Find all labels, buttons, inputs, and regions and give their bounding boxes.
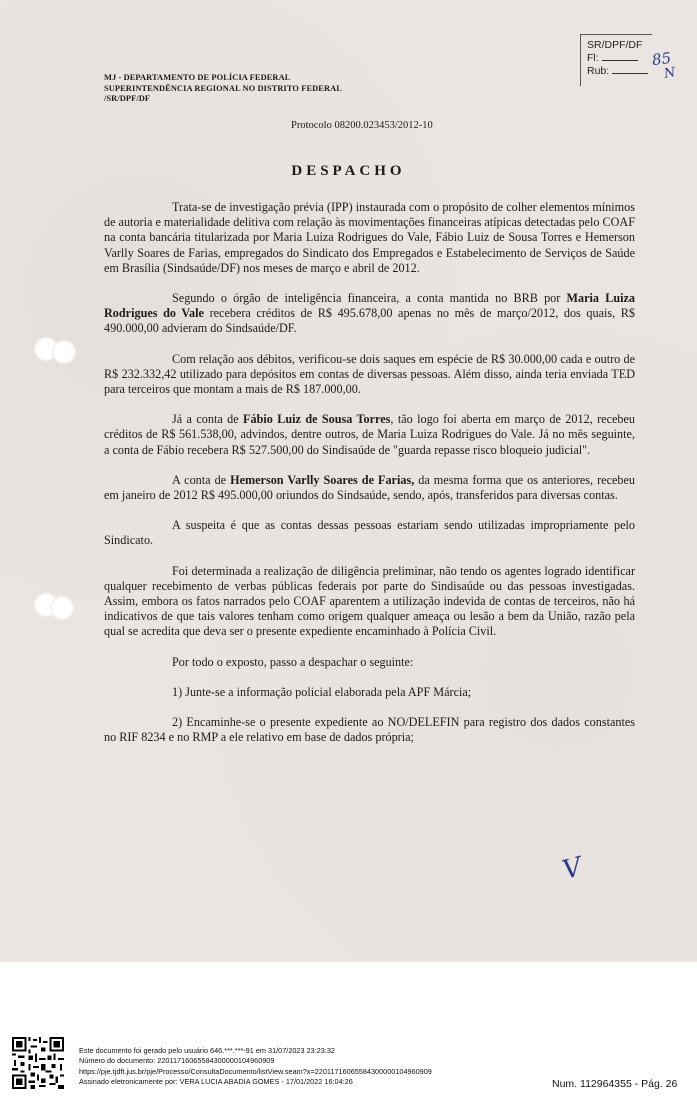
- punch-hole: [52, 340, 76, 364]
- paragraph-7: Foi determinada a realização de diligência preliminar, não tendo os agentes logrado identificar qualquer recebimento de verbas públicas federais por parte do Sindisaúde ou das pessoas investigadas. Assim, embora os fatos narrados pelo COAF aparentem a utilização indevida de contas de terceiros, não há indicativos de que tais valores tenham como origem qualquer ameaça ou lesão a bem da União, razão pela qual se acredita que deva ser o presente expediente encaminhado à Polícia Civil.: [104, 563, 635, 639]
- paragraph-4-text: Já a conta de: [172, 412, 244, 427]
- footer-document-number: Número do documento: 22011716065584300000104960909: [79, 1056, 275, 1066]
- name-maria-luiza: Maria Luiza Rodrigues do Vale: [104, 291, 635, 321]
- paragraph-5-text-cont: da mesma forma que os anteriores, recebeu em janeiro de 2012 R$ 495.000,00 oriundos do Sindsaúde, sendo, após, transferidos para diversas contas.: [104, 472, 635, 503]
- page-number: Num. 112964355 - Pág. 26: [552, 1078, 678, 1090]
- paragraph-5-text: A conta de: [172, 472, 231, 487]
- signature-info: [79, 1046, 432, 1087]
- handwritten-rubric: N: [662, 65, 677, 82]
- paragraph-10: 2) Encaminhe-se o presente expediente ao NO/DELEFIN para registro dos dados constantes no RIF 8234 e no RMP a ele relativo em base de dados própria;: [104, 715, 635, 745]
- footer-url[interactable]: https://pje.tjdft.jus.br/pje/Processo/ConsultaDocumento/listView.seam?x=22011716065584300000104960909: [79, 1066, 432, 1076]
- paragraph-8: Por todo o exposto, passo a despachar o seguinte:: [172, 654, 414, 669]
- handwritten-folio-number: 85: [650, 48, 673, 70]
- paragraph-4: [104, 412, 635, 458]
- letterhead: [104, 73, 342, 105]
- name-hemerson: Hemerson Varlly Soares de Farias,: [230, 472, 415, 487]
- paragraph-5: [104, 473, 635, 503]
- protocol-number: Protocolo 08200.023453/2012-10: [291, 120, 433, 131]
- paragraph-6: A suspeita é que as contas dessas pessoas estariam sendo utilizadas impropriamente pelo Sindicato.: [104, 518, 635, 548]
- stamp-fl-label: Fl:: [587, 52, 599, 64]
- document-title: DESPACHO: [291, 163, 406, 179]
- footer-generated-by: Este documento foi gerado pelo usuário 646.***.***-91 em 31/07/2023 23:23:32: [79, 1046, 335, 1055]
- stamp-unit: SR/DPF/DF: [587, 39, 643, 51]
- letterhead-line-1: MJ - DEPARTAMENTO DE POLÍCIA FEDERAL: [104, 73, 291, 82]
- electronic-signature-footer: [0, 1030, 697, 1099]
- name-fabio-luiz: Fábio Luiz de Sousa Torres: [243, 412, 391, 427]
- stamp-fl-blank: [602, 53, 638, 61]
- footer-signed-by: Assinado eletronicamente por: VERA LUCIA ABADIA GOMES - 17/01/2022 16:04:26: [79, 1076, 353, 1086]
- paragraph-2-text-cont: recebera créditos de R$ 495.678,00 apenas no mês de março/2012, dos quais, R$ 490.000,00 advieram do Sindsaúde/DF.: [104, 306, 636, 336]
- paragraph-9: 1) Junte-se a informação policial elaborada pela APF Márcia;: [172, 684, 472, 699]
- letterhead-line-3: /SR/DPF/DF: [104, 94, 151, 103]
- handwritten-initial: V: [559, 852, 586, 886]
- document-body: [104, 200, 635, 760]
- stamp-rub-blank: [612, 66, 648, 74]
- paragraph-2-text: Segundo o órgão de inteligência financeira, a conta mantida no BRB por: [172, 291, 567, 306]
- paragraph-2: [104, 291, 635, 337]
- letterhead-line-2: SUPERINTENDÊNCIA REGIONAL NO DISTRITO FEDERAL: [104, 83, 342, 93]
- punch-hole: [50, 596, 74, 620]
- qr-code-icon: [12, 1037, 64, 1089]
- paragraph-1: Trata-se de investigação prévia (IPP) instaurada com o propósito de colher elementos mínimos de autoria e materialidade delitiva com relação às movimentações financeiras atípicas detectadas pelo COAF na conta bancária titularizada por Maria Luiza Rodrigues do Vale, Fábio Luiz de Sousa Torres e Hemerson Varlly Soares de Farias, empregados do Sindicato dos Empregados e Estabelecimento de Serviços de Saúde em Brasília (Sindsaúde/DF) nos meses de março e abril de 2012.: [104, 200, 635, 275]
- paragraph-3: Com relação aos débitos, verificou-se dois saques em espécie de R$ 30.000,00 cada e outro de R$ 232.332,42 utilizado para depósitos em contas de diversas pessoas. Além disso, ainda teria enviada TED para terceiros que montam a mais de R$ 187.000,00.: [104, 351, 635, 397]
- paragraph-4-text-cont: , tão logo foi aberta em março de 2012, recebeu créditos de R$ 561.538,00, advindos, dentre outros, de Maria Luiza Rodrigues do Vale. Já no mês seguinte, a conta de Fábio recebera R$ 527.500,00 do Sindisaúde de "guarda repasse risco bloqueio judicial".: [104, 412, 635, 457]
- stamp-rub-label: Rub:: [587, 65, 610, 77]
- protocol-stamp: [580, 34, 652, 86]
